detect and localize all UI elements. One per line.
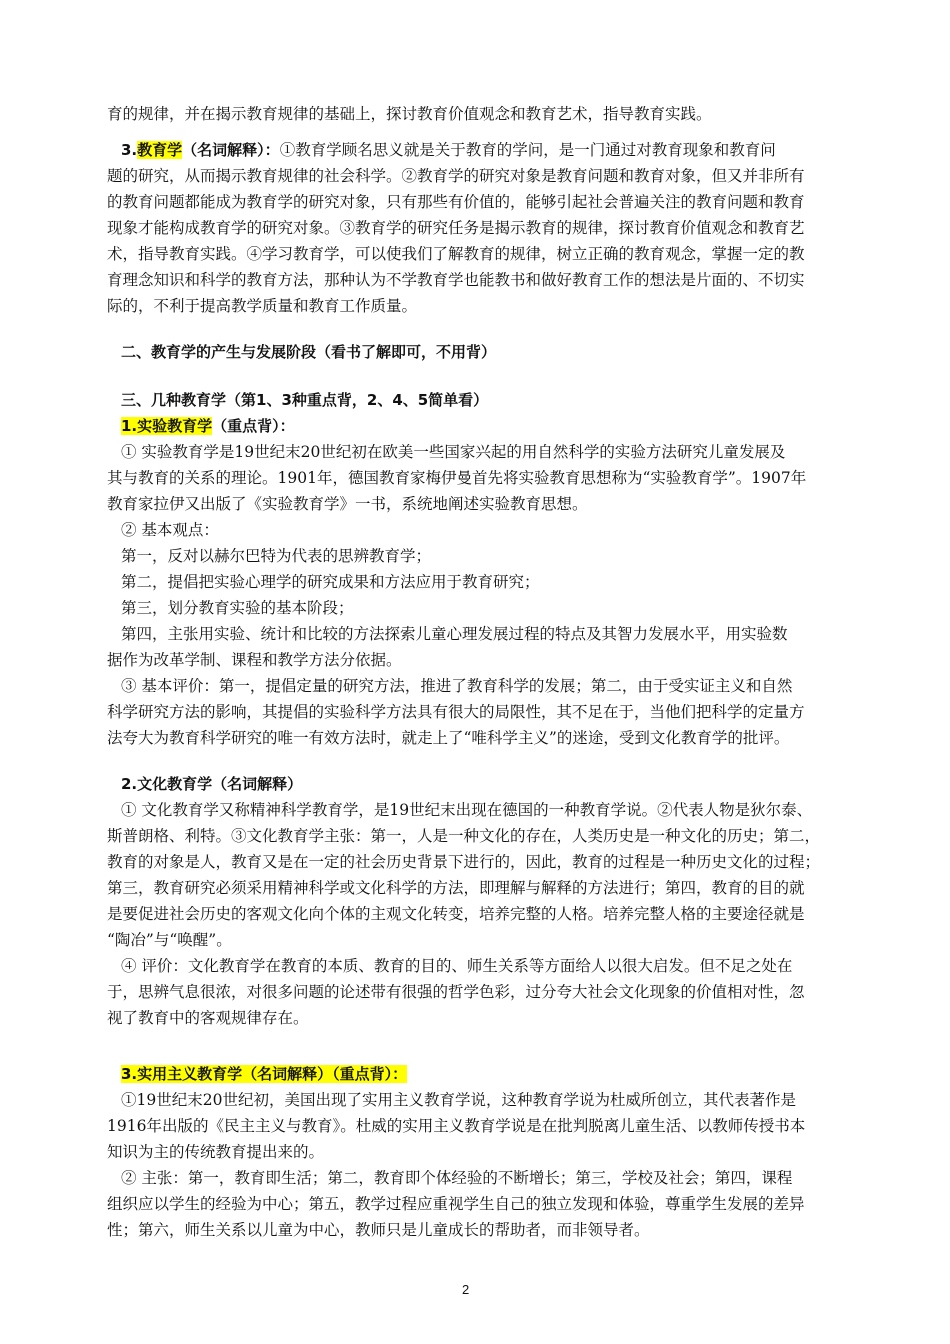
subsection-heading-experimental xyxy=(121,416,295,436)
body-line: 第二，提倡把实验心理学的研究成果和方法应用于教育研究； xyxy=(121,573,540,591)
definition-term: 教育学 xyxy=(137,141,183,159)
body-line: ① 实验教育学是19世纪末20世纪初在欧美一些国家兴起的用自然科学的实验方法研究儿童发展及 xyxy=(121,443,786,461)
body-line: 法夸大为教育科学研究的唯一有效方法时，就走上了“唯科学主义”的迷途，受到文化教育学的批评。 xyxy=(107,729,790,747)
body-line: 第四，主张用实验、统计和比较的方法探索儿童心理发展过程的特点及其智力发展水平，用实验数 xyxy=(121,625,788,643)
body-line: 性；第六，师生关系以儿童为中心，教师只是儿童成长的帮助者，而非领导者。 xyxy=(107,1221,650,1239)
body-line: ② 主张：第一，教育即生活；第二，教育即个体经验的不断增长；第三，学校及社会；第四，课程 xyxy=(121,1169,793,1187)
body-line: 1916年出版的《民主主义与教育》。杜威的实用主义教育学说是在批判脱离儿童生活、以教师传授书本 xyxy=(107,1117,806,1135)
body-line: 教育家拉伊又出版了《实验教育学》一书，系统地阐述实验教育思想。 xyxy=(107,495,588,513)
body-line: 第一，反对以赫尔巴特为代表的思辨教育学； xyxy=(121,547,432,565)
body-line: 第三，划分教育实验的基本阶段； xyxy=(121,599,354,617)
subsection-tag: （重点背）： xyxy=(212,417,295,435)
definition-tag: （名词解释） xyxy=(182,141,265,159)
body-line: ④ 评价：文化教育学在教育的本质、教育的目的、师生关系等方面给人以很大启发。但不足之处在 xyxy=(121,957,793,975)
definition-first-line xyxy=(121,140,776,160)
page-number: 2 xyxy=(462,1282,470,1297)
body-line: 视了教育中的客观规律存在。 xyxy=(107,1009,309,1027)
definition-line: 题的研究，从而揭示教育规律的社会科学。②教育学的研究对象是教育问题和教育对象，但又并非所有 xyxy=(107,167,805,185)
definition-line: 育理念知识和科学的教育方法，那种认为不学教育学也能教书和做好教育工作的想法是片面的、不切实 xyxy=(107,271,805,289)
body-line: 于，思辨气息很浓，对很多问题的论述带有很强的哲学色彩，过分夸大社会文化现象的价值相对性，忽 xyxy=(107,983,805,1001)
subsection-title: 1.实验教育学 xyxy=(121,417,213,435)
definition-number: 3. xyxy=(121,141,138,159)
section-heading-2: 二、教育学的产生与发展阶段（看书了解即可，不用背） xyxy=(121,343,497,361)
paragraph-continuation: 育的规律，并在揭示教育规律的基础上，探讨教育价值观念和教育艺术，指导教育实践。 xyxy=(107,105,712,123)
subsection-heading-cultural: 2.文化教育学（名词解释） xyxy=(121,775,303,793)
subsection-title: 3.实用主义教育学（名词解释）（重点背）： xyxy=(121,1065,408,1083)
body-line: ① 文化教育学又称精神科学教育学，是19世纪末出现在德国的一种教育学说。②代表人物是狄尔泰、 xyxy=(121,801,813,819)
body-line: 其与教育的关系的理论。1901年，德国教育家梅伊曼首先将实验教育思想称为“实验教育学”。1907年 xyxy=(107,469,807,487)
definition-line: 的教育问题都能成为教育学的研究对象，只有那些有价值的，能够引起社会普遍关注的教育问题和教育 xyxy=(107,193,805,211)
body-line: “陶冶”与“唤醒”。 xyxy=(107,931,232,949)
body-line: 科学研究方法的影响，其提倡的实验科学方法具有很大的局限性，其不足在于，当他们把科学的定量方 xyxy=(107,703,805,721)
body-line: 斯普朗格、利特。③文化教育学主张：第一，人是一种文化的存在，人类历史是一种文化的历史；第二， xyxy=(107,827,821,845)
body-line: 是要促进社会历史的客观文化向个体的主观文化转变，培养完整的人格。培养完整人格的主要途径就是 xyxy=(107,905,805,923)
body-line: 教育的对象是人，教育又是在一定的社会历史背景下进行的，因此，教育的过程是一种历史文化的过程； xyxy=(107,853,821,871)
definition-line: 现象才能构成教育学的研究对象。③教育学的研究任务是揭示教育的规律，探讨教育价值观念和教育艺 xyxy=(107,219,805,237)
section-heading-3: 三、几种教育学（第1、3种重点背，2、4、5简单看） xyxy=(121,391,489,409)
body-line: ③ 基本评价：第一，提倡定量的研究方法，推进了教育科学的发展；第二，由于受实证主义和自然 xyxy=(121,677,793,695)
body-line: ①19世纪末20世纪初，美国出现了实用主义教育学说，这种教育学说为杜威所创立，其代表著作是 xyxy=(121,1091,796,1109)
definition-colon: ： xyxy=(264,141,280,159)
definition-line: 术，指导教育实践。④学习教育学，可以使我们了解教育的规律，树立正确的教育观念，掌握一定的教 xyxy=(107,245,805,263)
body-line: 第三，教育研究必须采用精神科学或文化科学的方法，即理解与解释的方法进行；第四，教育的目的就 xyxy=(107,879,805,897)
body-line: 知识为主的传统教育提出来的。 xyxy=(107,1143,325,1161)
body-line: 据作为改革学制、课程和教学方法分依据。 xyxy=(107,651,402,669)
definition-line: 际的，不利于提高教学质量和教育工作质量。 xyxy=(107,297,418,315)
body-line: ② 基本观点： xyxy=(121,521,219,539)
definition-text: ①教育学顾名思义就是关于教育的学问，是一门通过对教育现象和教育问 xyxy=(279,141,776,159)
subsection-heading-pragmatism xyxy=(121,1064,407,1084)
body-line: 组织应以学生的经验为中心；第五，教学过程应重视学生自己的独立发现和体验，尊重学生发展的差异 xyxy=(107,1195,805,1213)
